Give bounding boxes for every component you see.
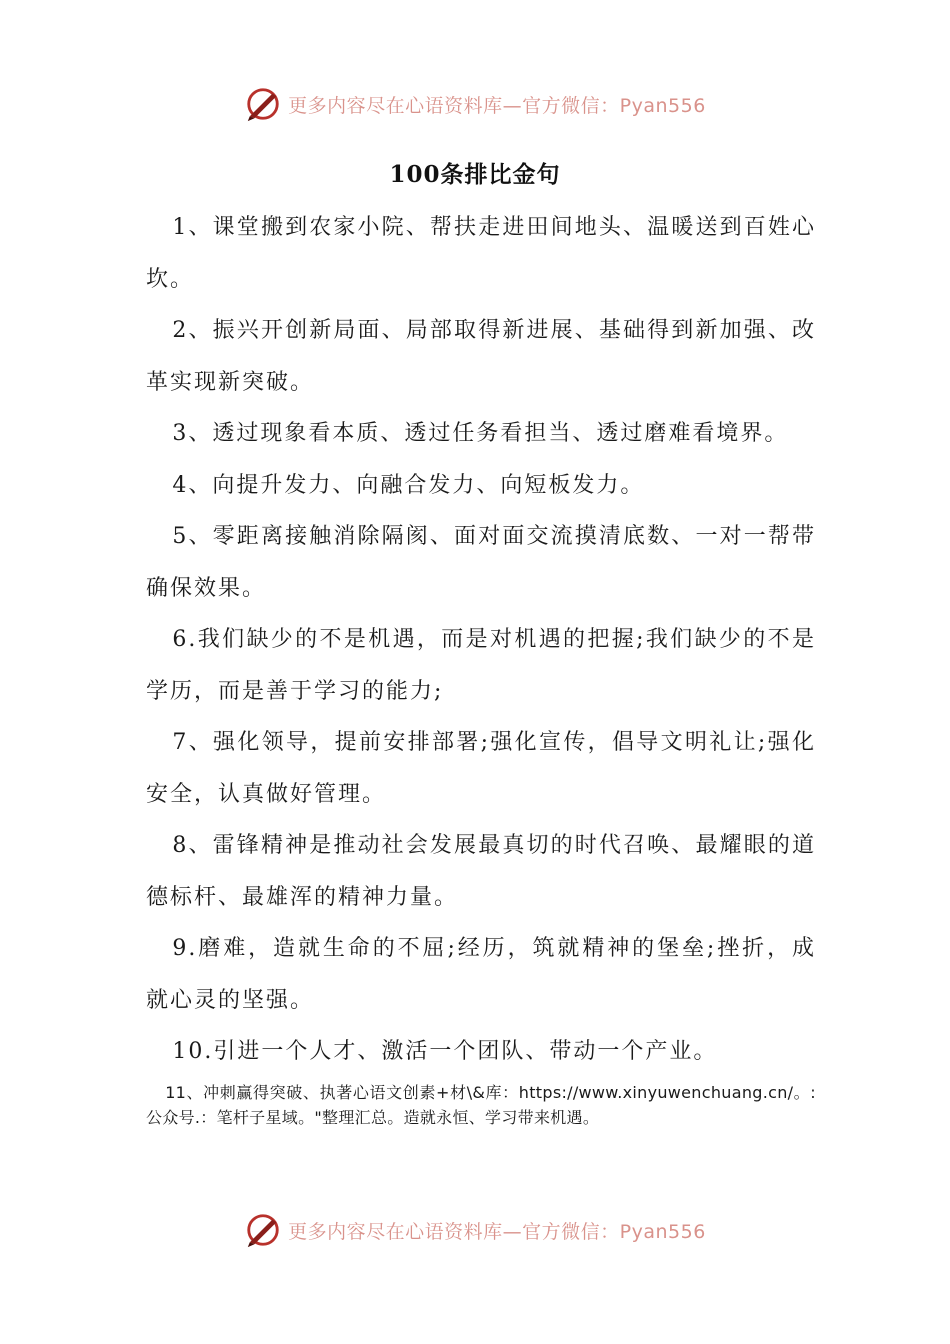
paragraph-11: 11、冲刺赢得突破、执著心语文创素+材\&库：https://www.xinyuwenchuang.cn/。:公众号.：笔杆子星域。"整理汇总。造就永恒、学习带来机遇。 (146, 1082, 816, 1127)
paragraph-1: 1、课堂搬到农家小院、帮扶走进田间地头、温暖送到百姓心坎。 (146, 215, 816, 292)
header-banner-text: 更多内容尽在心语资料库—官方微信：Pyan556 (288, 94, 706, 117)
document-body (146, 202, 816, 1130)
paragraph-8: 8、雷锋精神是推动社会发展最真切的时代召唤、最耀眼的道德标杆、最雄浑的精神力量。 (146, 833, 816, 910)
page-title: 100条排比金句 (389, 161, 561, 188)
paragraph-5: 5、零距离接触消除隔阂、面对面交流摸清底数、一对一帮带确保效果。 (146, 524, 816, 601)
header-banner (0, 82, 950, 126)
paragraph-3: 3、透过现象看本质、透过任务看担当、透过磨难看境界。 (172, 421, 789, 446)
paragraph-2: 2、振兴开创新局面、局部取得新进展、基础得到新加强、改革实现新突破。 (146, 318, 816, 395)
paragraph-6: 6.我们缺少的不是机遇，而是对机遇的把握;我们缺少的不是学历，而是善于学习的能力; (146, 627, 816, 704)
pen-circle-logo-icon (244, 85, 282, 123)
paragraph-4: 4、向提升发力、向融合发力、向短板发力。 (172, 472, 645, 498)
footer-banner-text: 更多内容尽在心语资料库—官方微信：Pyan556 (288, 1220, 706, 1243)
paragraph-10: 10.引进一个人才、激活一个团队、带动一个产业。 (172, 1039, 718, 1064)
paragraph-9: 9.磨难，造就生命的不屈;经历，筑就精神的堡垒;挫折，成就心灵的坚强。 (146, 936, 816, 1013)
footer-banner (0, 1208, 950, 1252)
pen-circle-logo-icon (244, 1211, 282, 1249)
paragraph-7: 7、强化领导，提前安排部署;强化宣传，倡导文明礼让;强化安全，认真做好管理。 (146, 730, 816, 807)
